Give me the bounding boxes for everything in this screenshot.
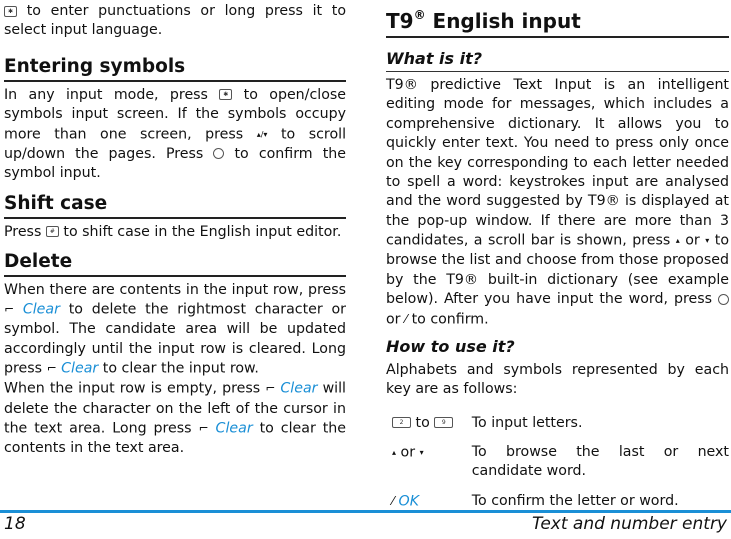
right-column: [386, 0, 729, 522]
how-to-use-paragraph: Alphabets and symbols represented by each key are as follows:: [386, 361, 729, 398]
ok-key-icon: [718, 294, 729, 305]
t9-heading: T9® English input: [386, 2, 729, 38]
left-softkey-icon: ⁄: [405, 311, 408, 326]
entering-symbols-paragraph: In any input mode, press ✱ to open/close symbols input screen. If the symbols occupy more than one screen, press ▴/▾ to scroll up/down the pages. Press to confirm the symbol input.: [4, 86, 347, 182]
how-to-use-heading: How to use it?: [386, 336, 515, 356]
page-number: 18: [4, 514, 26, 534]
what-is-it-paragraph: T9® predictive Text Input is an intelligent editing mode for messages, which includes a comprehensive dictionary. It allows you to quickly enter text. You need to press only once on the key corresponding to each letter needed to spell a word: keystrokes input are analysed and the word suggested by T9® is displayed at the pop-up window. If there are more than 3 candidates, a scroll bar is shown, press ▴ or ▾ to browse the list and choose from those proposed by the T9® built-in dictionary (see example below). After you have input the word, press or ⁄ to confirm.: [386, 77, 729, 328]
footer-rule: [0, 510, 731, 513]
left-column: [4, 0, 346, 458]
key-cell: ▴ or ▾: [392, 444, 424, 461]
delete-paragraph-1: When there are contents in the input row, press ⌐ Clear to delete the rightmost character or symbol. The candidate area will be updated accordingly until the input row is cleared. Long press ⌐ Clear to clear the input row.: [4, 281, 346, 377]
key-cell: [386, 492, 472, 522]
down-nav-icon: ▾: [419, 447, 424, 457]
ok-label: OK: [398, 493, 420, 510]
right-softkey-icon: ⌐: [4, 302, 15, 317]
shift-case-heading: Shift case: [4, 192, 346, 219]
what-is-it-heading: What is it?: [386, 48, 729, 72]
shift-key-icon: #: [46, 226, 59, 237]
clear-label: Clear: [215, 420, 253, 437]
key-table: [386, 414, 729, 522]
clear-label: Clear: [280, 381, 318, 398]
delete-heading: Delete: [4, 250, 346, 277]
section-title: Text and number entry: [532, 514, 727, 534]
entering-symbols-heading: Entering symbols: [4, 55, 346, 82]
clear-label: Clear: [22, 302, 60, 319]
table-row: [386, 414, 729, 443]
right-softkey-icon: ⌐: [198, 420, 209, 435]
up-nav-icon: ▴: [675, 236, 680, 246]
up-nav-icon: ▴: [392, 447, 397, 457]
table-row: [386, 443, 729, 492]
intro-paragraph: ✱ to enter punctuations or long press it to select input language.: [4, 3, 347, 39]
ok-key-icon: [213, 148, 224, 159]
right-softkey-icon: ⌐: [46, 361, 57, 376]
clear-label: Clear: [61, 360, 99, 377]
key-9-icon: 9: [434, 417, 453, 428]
star-key-icon: ✱: [219, 89, 232, 100]
key-2-icon: 2: [392, 417, 411, 428]
star-key-icon: ✱: [4, 6, 17, 17]
shift-case-paragraph: Press # to shift case in the English input editor.: [4, 223, 342, 240]
desc-cell: To confirm the letter or word.: [471, 492, 679, 509]
key-cell: 2 to 9: [386, 414, 472, 443]
desc-cell: To browse the last or next candidate word.: [471, 443, 729, 480]
up-down-nav-icon: ▴/▾: [256, 129, 268, 139]
down-nav-icon: ▾: [705, 236, 710, 246]
right-softkey-icon: ⌐: [265, 381, 276, 396]
delete-paragraph-2: When the input row is empty, press ⌐ Clear will delete the character on the left of the cursor in the text area. Long press ⌐ Clear to clear the contents in the text area.: [4, 381, 347, 457]
desc-cell: To input letters.: [471, 414, 583, 431]
left-softkey-icon: ⁄: [392, 493, 395, 508]
